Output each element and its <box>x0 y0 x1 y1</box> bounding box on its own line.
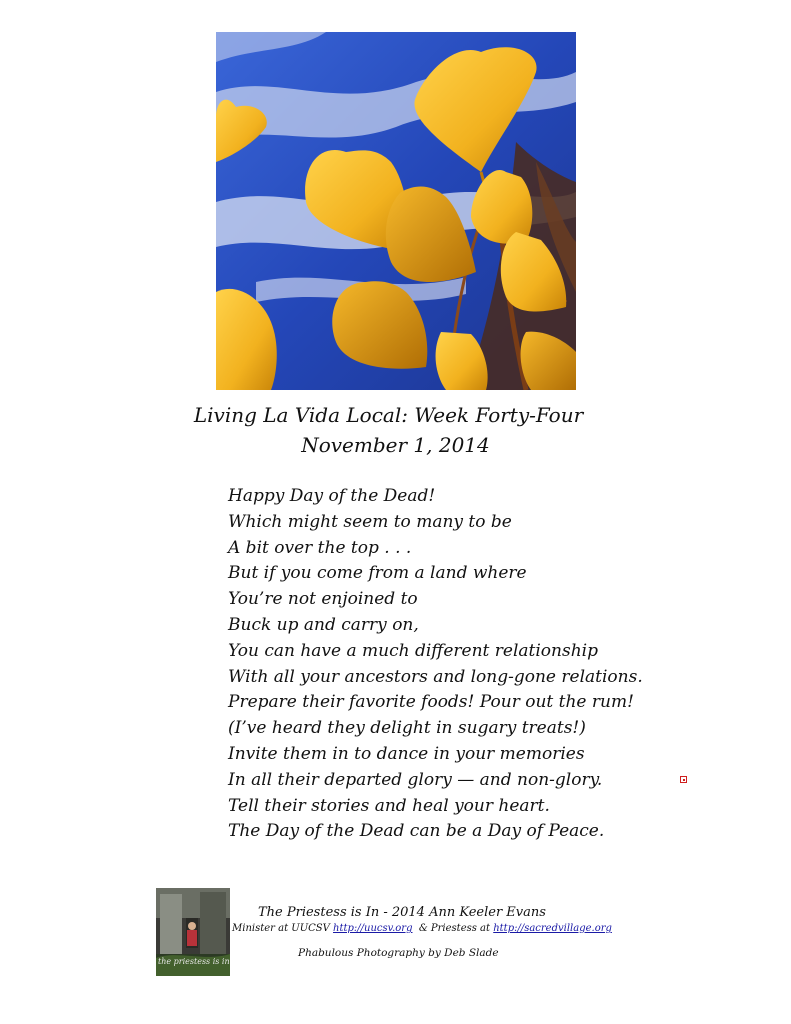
footer <box>232 904 632 960</box>
footer-title: The Priestess is In - 2014 Ann Keeler Evans <box>258 905 546 920</box>
photo-credit: Phabulous Photography by Deb Slade <box>298 947 499 959</box>
uucsv-link[interactable]: http://uucsv.org <box>333 923 413 934</box>
footer-credits <box>232 922 632 936</box>
poem-line: Tell their stories and heal your heart. <box>228 795 550 816</box>
sacredvillage-link[interactable]: http://sacredvillage.org <box>493 923 612 934</box>
poem-line: (I’ve heard they delight in sugary treats!) <box>228 718 586 739</box>
poem-line: With all your ancestors and long-gone relations. <box>228 666 643 687</box>
ginkgo-photo <box>216 32 576 390</box>
poem-line: The Day of the Dead can be a Day of Peace. <box>228 821 605 842</box>
poem-line: But if you come from a land where <box>228 563 527 584</box>
poem-line: Invite them in to dance in your memories <box>228 743 585 764</box>
poem-line: You can have a much different relationship <box>228 640 598 661</box>
title-block <box>0 400 791 460</box>
poem-line: Which might seem to many to be <box>228 511 512 532</box>
poem-line: You’re not enjoined to <box>228 589 418 610</box>
poem-line: Happy Day of the Dead! <box>228 486 436 506</box>
poem-line: In all their departed glory — and non-glory. <box>228 769 603 790</box>
priestess-thumbnail <box>156 888 230 976</box>
thumb-caption: the priestess is in <box>158 957 230 966</box>
page-title: Living La Vida Local: Week Forty-Four <box>193 403 584 427</box>
poem <box>228 484 678 845</box>
poem-line: Buck up and carry on, <box>228 614 419 635</box>
page-date: November 1, 2014 <box>301 433 490 457</box>
poem-line: Prepare their favorite foods! Pour out the rum! <box>228 692 634 713</box>
poem-line: A bit over the top . . . <box>228 537 412 558</box>
broken-image-icon <box>680 776 687 783</box>
priestess-label: & Priestess at <box>412 923 494 934</box>
minister-label: Minister at UUCSV <box>232 923 334 934</box>
